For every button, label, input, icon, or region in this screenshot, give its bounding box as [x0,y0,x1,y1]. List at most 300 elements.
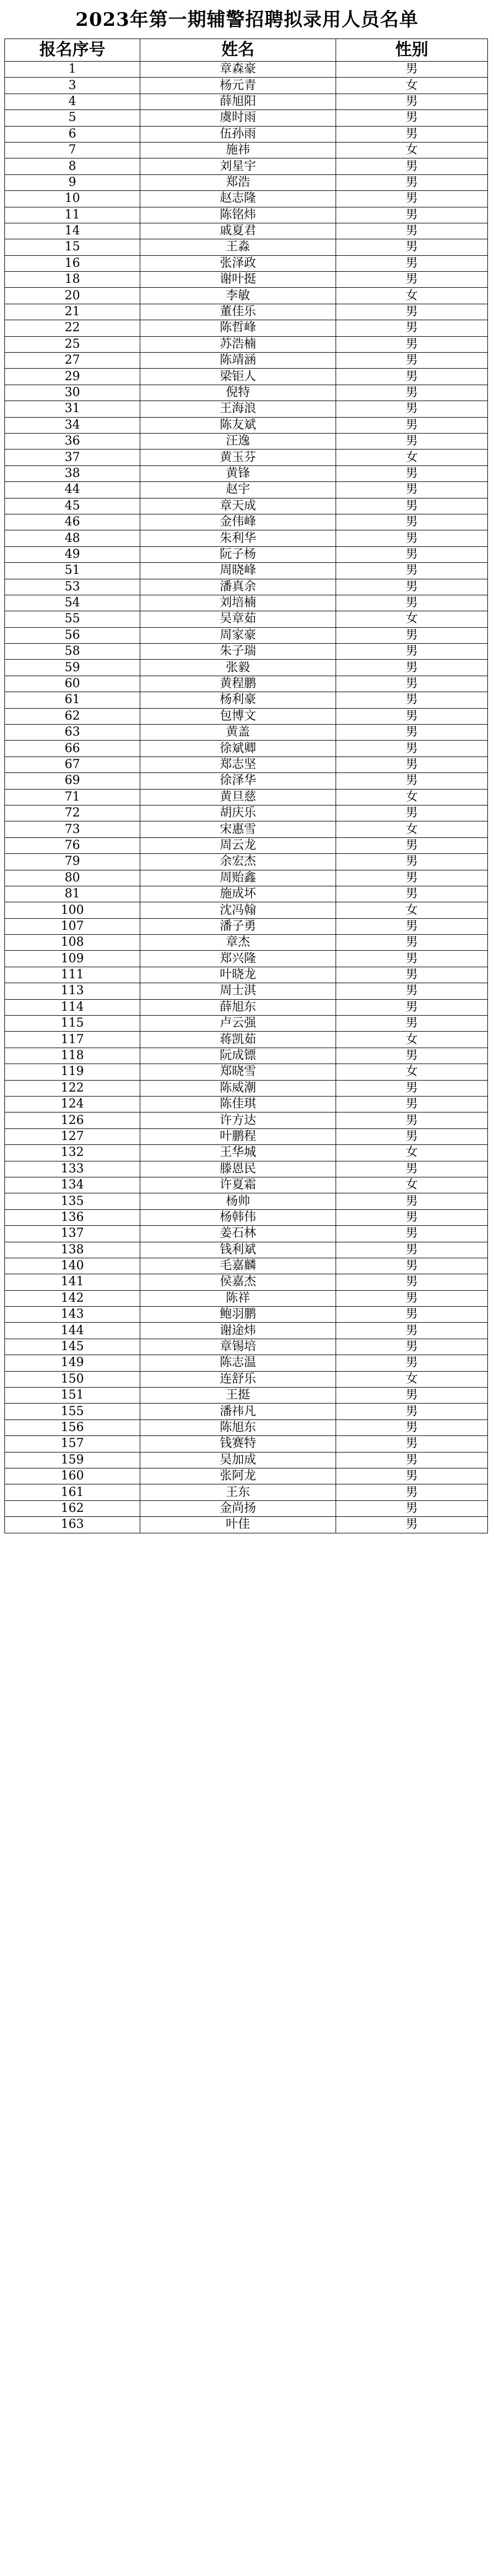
cell-gender: 男 [336,1193,488,1209]
cell-name: 陈靖涵 [140,353,336,369]
table-row [5,353,488,369]
table-row [5,191,488,207]
cell-name: 郑晓雪 [140,1064,336,1080]
cell-name: 章森豪 [140,62,336,78]
cell-name: 虞时雨 [140,110,336,126]
cell-number: 66 [5,741,140,757]
cell-name: 沈冯翰 [140,902,336,918]
cell-name: 黄盖 [140,725,336,741]
table-row [5,627,488,643]
table-row [5,1355,488,1371]
cell-number: 100 [5,902,140,918]
table-row [5,1388,488,1404]
table-row [5,1209,488,1225]
table-row [5,1048,488,1064]
table-row [5,272,488,288]
table-row [5,288,488,304]
cell-gender: 女 [336,288,488,304]
cell-gender: 女 [336,1145,488,1161]
cell-name: 周云龙 [140,837,336,853]
cell-number: 111 [5,967,140,983]
cell-name: 阮成镖 [140,1048,336,1064]
cell-name: 王挺 [140,1388,336,1404]
cell-gender: 女 [336,450,488,465]
cell-gender: 男 [336,191,488,207]
cell-gender: 男 [336,255,488,271]
cell-number: 127 [5,1128,140,1144]
table-row [5,660,488,676]
cell-number: 114 [5,999,140,1015]
cell-name: 侯嘉杰 [140,1274,336,1290]
cell-number: 44 [5,482,140,498]
cell-number: 20 [5,288,140,304]
cell-number: 132 [5,1145,140,1161]
cell-name: 周家豪 [140,627,336,643]
cell-number: 46 [5,514,140,530]
table-row [5,1128,488,1144]
cell-gender: 男 [336,983,488,999]
cell-number: 107 [5,918,140,934]
cell-number: 48 [5,530,140,546]
cell-name: 章天成 [140,498,336,514]
cell-number: 80 [5,870,140,886]
cell-number: 136 [5,1209,140,1225]
table-row [5,174,488,190]
cell-gender: 男 [336,1355,488,1371]
cell-name: 施祎 [140,142,336,158]
cell-gender: 男 [336,1112,488,1128]
table-row [5,854,488,870]
table-row [5,886,488,902]
table-row [5,304,488,320]
table-row [5,1145,488,1161]
cell-gender: 男 [336,1097,488,1112]
cell-number: 134 [5,1177,140,1193]
table-row [5,401,488,417]
cell-number: 160 [5,1468,140,1484]
table-row [5,595,488,611]
cell-gender: 男 [336,692,488,708]
cell-name: 叶佳 [140,1517,336,1533]
table-row [5,94,488,109]
cell-name: 薛旭东 [140,999,336,1015]
cell-number: 36 [5,433,140,449]
table-row [5,62,488,78]
table-row [5,757,488,772]
table-row [5,433,488,449]
cell-gender: 男 [336,336,488,352]
cell-gender: 女 [336,142,488,158]
header-row [5,39,488,62]
column-header-name: 姓名 [140,39,336,62]
cell-number: 11 [5,207,140,223]
table-row [5,1177,488,1193]
cell-number: 159 [5,1452,140,1468]
cell-name: 潘真余 [140,579,336,595]
table-row [5,336,488,352]
cell-number: 58 [5,644,140,660]
cell-name: 周贻鑫 [140,870,336,886]
cell-number: 49 [5,546,140,562]
cell-gender: 男 [336,967,488,983]
cell-name: 周晓峰 [140,563,336,579]
table-row [5,1436,488,1452]
cell-number: 54 [5,595,140,611]
cell-number: 145 [5,1339,140,1355]
cell-name: 王海浪 [140,401,336,417]
cell-name: 杨元青 [140,78,336,94]
cell-name: 王华城 [140,1145,336,1161]
cell-gender: 男 [336,627,488,643]
cell-name: 张毅 [140,660,336,676]
cell-gender: 女 [336,821,488,837]
cell-number: 63 [5,725,140,741]
cell-name: 吴章茹 [140,611,336,627]
cell-number: 163 [5,1517,140,1533]
roster-table [4,39,488,1533]
cell-gender: 男 [336,433,488,449]
cell-name: 王淼 [140,239,336,255]
cell-number: 45 [5,498,140,514]
cell-gender: 男 [336,62,488,78]
table-row [5,1064,488,1080]
cell-gender: 男 [336,158,488,174]
cell-name: 胡庆乐 [140,805,336,821]
cell-number: 37 [5,450,140,465]
cell-name: 陈友斌 [140,417,336,433]
cell-gender: 男 [336,110,488,126]
cell-gender: 女 [336,902,488,918]
table-row [5,805,488,821]
cell-gender: 男 [336,207,488,223]
cell-gender: 女 [336,1064,488,1080]
cell-number: 81 [5,886,140,902]
cell-number: 108 [5,935,140,951]
cell-name: 郑浩 [140,174,336,190]
column-header-number: 报名序号 [5,39,140,62]
table-row [5,1468,488,1484]
cell-number: 5 [5,110,140,126]
cell-name: 戚夏君 [140,223,336,239]
cell-gender: 男 [336,353,488,369]
table-row [5,1419,488,1435]
cell-number: 162 [5,1500,140,1516]
cell-number: 6 [5,126,140,142]
cell-name: 滕恩民 [140,1161,336,1177]
cell-number: 25 [5,336,140,352]
cell-name: 王东 [140,1484,336,1500]
cell-name: 吴加成 [140,1452,336,1468]
table-row [5,999,488,1015]
cell-gender: 男 [336,1323,488,1339]
cell-number: 113 [5,983,140,999]
table-row [5,78,488,94]
cell-name: 伍孙雨 [140,126,336,142]
table-row [5,870,488,886]
cell-name: 谢叶挺 [140,272,336,288]
table-row [5,951,488,967]
cell-number: 38 [5,465,140,481]
cell-name: 章杰 [140,935,336,951]
table-row [5,1112,488,1128]
cell-number: 18 [5,272,140,288]
cell-name: 钱利斌 [140,1242,336,1258]
cell-number: 117 [5,1032,140,1048]
table-row [5,255,488,271]
cell-number: 122 [5,1080,140,1096]
cell-gender: 男 [336,498,488,514]
cell-name: 周士淇 [140,983,336,999]
cell-gender: 男 [336,1388,488,1404]
cell-name: 郑志坚 [140,757,336,772]
cell-gender: 男 [336,886,488,902]
cell-name: 鲍羽鹏 [140,1307,336,1323]
table-row [5,1500,488,1516]
cell-name: 陈祥 [140,1290,336,1306]
cell-gender: 女 [336,78,488,94]
cell-number: 59 [5,660,140,676]
cell-number: 142 [5,1290,140,1306]
cell-gender: 男 [336,918,488,934]
table-row [5,1016,488,1032]
table-header [5,39,488,62]
cell-gender: 男 [336,999,488,1015]
table-row [5,741,488,757]
cell-name: 赵宇 [140,482,336,498]
cell-gender: 男 [336,870,488,886]
table-row [5,514,488,530]
cell-number: 9 [5,174,140,190]
cell-number: 79 [5,854,140,870]
cell-name: 黄程鹏 [140,676,336,692]
table-row [5,239,488,255]
cell-gender: 男 [336,773,488,789]
cell-gender: 男 [336,579,488,595]
cell-number: 76 [5,837,140,853]
cell-number: 21 [5,304,140,320]
document-title: 2023年第一期辅警招聘拟录用人员名单 [75,9,419,31]
cell-number: 55 [5,611,140,627]
table-row [5,821,488,837]
cell-gender: 男 [336,401,488,417]
table-row [5,1193,488,1209]
cell-number: 135 [5,1193,140,1209]
table-row [5,902,488,918]
cell-gender: 男 [336,676,488,692]
cell-name: 连舒乐 [140,1371,336,1387]
cell-gender: 男 [336,1048,488,1064]
table-row [5,530,488,546]
table-row [5,1080,488,1096]
cell-number: 126 [5,1112,140,1128]
cell-gender: 男 [336,1258,488,1274]
cell-number: 1 [5,62,140,78]
cell-name: 许夏霜 [140,1177,336,1193]
cell-name: 郑兴隆 [140,951,336,967]
cell-number: 156 [5,1419,140,1435]
cell-number: 16 [5,255,140,271]
cell-gender: 男 [336,1468,488,1484]
cell-number: 15 [5,239,140,255]
cell-number: 10 [5,191,140,207]
cell-gender: 男 [336,1161,488,1177]
table-row [5,918,488,934]
table-row [5,773,488,789]
cell-number: 27 [5,353,140,369]
cell-gender: 男 [336,320,488,336]
cell-gender: 男 [336,644,488,660]
table-row [5,1097,488,1112]
cell-number: 109 [5,951,140,967]
cell-gender: 女 [336,789,488,805]
cell-number: 4 [5,94,140,109]
table-row [5,644,488,660]
cell-name: 潘子勇 [140,918,336,934]
cell-number: 150 [5,1371,140,1387]
cell-name: 梁钜人 [140,369,336,385]
cell-gender: 男 [336,1419,488,1435]
cell-gender: 男 [336,1436,488,1452]
cell-name: 倪特 [140,385,336,401]
cell-gender: 男 [336,94,488,109]
cell-gender: 男 [336,1404,488,1419]
cell-number: 118 [5,1048,140,1064]
cell-gender: 男 [336,369,488,385]
cell-name: 金伟峰 [140,514,336,530]
cell-number: 141 [5,1274,140,1290]
table-row [5,465,488,481]
cell-gender: 男 [336,805,488,821]
cell-name: 杨韩伟 [140,1209,336,1225]
table-row [5,158,488,174]
cell-gender: 女 [336,1371,488,1387]
cell-name: 李敏 [140,288,336,304]
cell-number: 62 [5,708,140,724]
cell-name: 张阿龙 [140,1468,336,1484]
table-row [5,1307,488,1323]
table-row [5,1339,488,1355]
cell-name: 章锡培 [140,1339,336,1355]
cell-number: 53 [5,579,140,595]
cell-name: 蒋凯茹 [140,1032,336,1048]
table-row [5,983,488,999]
cell-gender: 男 [336,1339,488,1355]
cell-gender: 女 [336,1032,488,1048]
table-row [5,1274,488,1290]
cell-gender: 男 [336,417,488,433]
cell-name: 朱子瑞 [140,644,336,660]
table-row [5,563,488,579]
table-row [5,126,488,142]
cell-number: 7 [5,142,140,158]
cell-name: 姜石林 [140,1226,336,1242]
cell-number: 157 [5,1436,140,1452]
table-row [5,935,488,951]
table-row [5,1517,488,1533]
cell-name: 刘星宇 [140,158,336,174]
cell-number: 140 [5,1258,140,1274]
cell-number: 143 [5,1307,140,1323]
cell-gender: 男 [336,1016,488,1032]
cell-name: 余宏杰 [140,854,336,870]
cell-number: 137 [5,1226,140,1242]
table-row [5,417,488,433]
cell-gender: 女 [336,1177,488,1193]
cell-gender: 男 [336,465,488,481]
cell-gender: 男 [336,660,488,676]
cell-name: 卢云强 [140,1016,336,1032]
cell-number: 22 [5,320,140,336]
cell-name: 赵志隆 [140,191,336,207]
cell-name: 黄锋 [140,465,336,481]
cell-number: 72 [5,805,140,821]
cell-number: 138 [5,1242,140,1258]
table-row [5,1452,488,1468]
cell-gender: 男 [336,1274,488,1290]
cell-number: 56 [5,627,140,643]
table-row [5,1161,488,1177]
cell-gender: 男 [336,546,488,562]
table-row [5,1226,488,1242]
cell-number: 69 [5,773,140,789]
table-row [5,110,488,126]
cell-gender: 男 [336,174,488,190]
table-row [5,1032,488,1048]
cell-gender: 女 [336,611,488,627]
cell-name: 叶鹏程 [140,1128,336,1144]
cell-name: 金尚扬 [140,1500,336,1516]
table-row [5,1323,488,1339]
cell-name: 薛旭阳 [140,94,336,109]
cell-gender: 男 [336,741,488,757]
cell-number: 155 [5,1404,140,1419]
cell-name: 施成坏 [140,886,336,902]
cell-name: 陈佳琪 [140,1097,336,1112]
cell-name: 刘培楠 [140,595,336,611]
cell-gender: 男 [336,854,488,870]
table-body [5,62,488,1533]
cell-number: 133 [5,1161,140,1177]
cell-gender: 男 [336,1307,488,1323]
cell-number: 161 [5,1484,140,1500]
cell-number: 144 [5,1323,140,1339]
cell-name: 苏浩楠 [140,336,336,352]
table-row [5,725,488,741]
cell-gender: 男 [336,126,488,142]
table-row [5,385,488,401]
cell-number: 124 [5,1097,140,1112]
cell-gender: 男 [336,1242,488,1258]
cell-gender: 男 [336,935,488,951]
cell-name: 包博文 [140,708,336,724]
cell-gender: 男 [336,304,488,320]
cell-number: 115 [5,1016,140,1032]
table-row [5,1484,488,1500]
cell-number: 119 [5,1064,140,1080]
cell-name: 陈铭炜 [140,207,336,223]
cell-name: 钱赛特 [140,1436,336,1452]
cell-gender: 男 [336,1484,488,1500]
table-row [5,207,488,223]
cell-gender: 男 [336,1452,488,1468]
cell-gender: 男 [336,563,488,579]
cell-number: 8 [5,158,140,174]
cell-number: 67 [5,757,140,772]
cell-name: 阮子杨 [140,546,336,562]
cell-number: 61 [5,692,140,708]
cell-gender: 男 [336,1500,488,1516]
cell-name: 徐泽华 [140,773,336,789]
